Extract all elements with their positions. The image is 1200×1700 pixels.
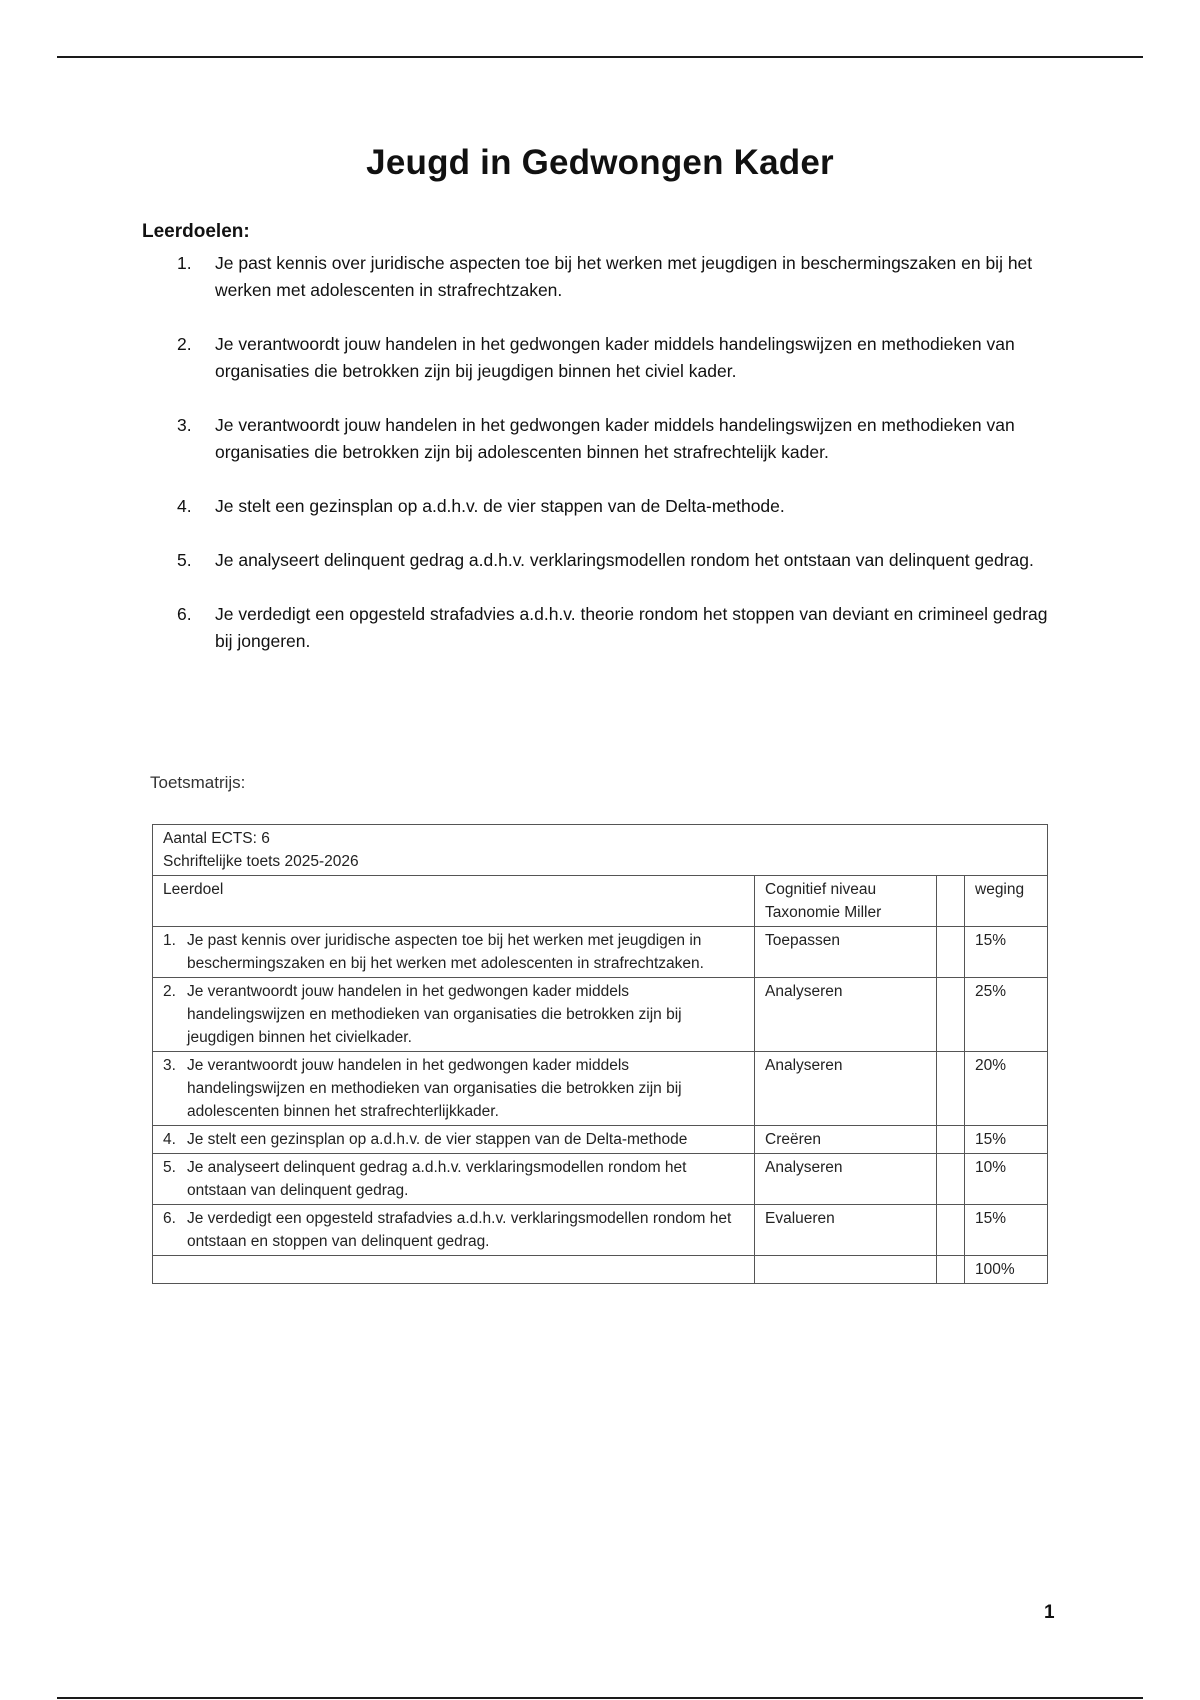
total-row: [153, 1256, 1048, 1284]
goal-text: Je stelt een gezinsplan op a.d.h.v. de vier stappen van de Delta-methode: [187, 1131, 688, 1148]
learning-goal-number: 1.: [177, 253, 192, 273]
learning-goal-item: [177, 331, 1057, 385]
goal-number: 3.: [163, 1057, 176, 1074]
empty-cell: [937, 1126, 965, 1154]
header-extra: [937, 876, 965, 927]
goal-text: Je analyseert delinquent gedrag a.d.h.v. verklaringsmodellen rondom het ontstaan van delinquent gedrag.: [187, 1159, 687, 1199]
weight-cell: 15%: [965, 927, 1048, 978]
learning-goal-item: [177, 250, 1057, 304]
learning-goal-number: 6.: [177, 604, 192, 624]
learning-goal-number: 3.: [177, 415, 192, 435]
level-cell: Analyseren: [755, 1052, 937, 1126]
learning-goal-item: [177, 547, 1057, 574]
ects-count: Aantal ECTS: 6: [163, 830, 270, 847]
empty-cell: [937, 1052, 965, 1126]
header-level-line1: Cognitief niveau: [765, 881, 877, 898]
document-title: Jeugd in Gedwongen Kader: [366, 143, 834, 182]
learning-goal-text: Je stelt een gezinsplan op a.d.h.v. de vier stappen van de Delta-methode.: [215, 496, 785, 516]
goal-cell: [153, 978, 755, 1052]
weight-cell: 10%: [965, 1154, 1048, 1205]
weight-cell: 25%: [965, 978, 1048, 1052]
learning-goal-text: Je verdedigt een opgesteld strafadvies a.d.h.v. theorie rondom het stoppen van deviant en crimineel gedrag bij jongeren.: [215, 604, 1048, 651]
goal-cell: [153, 1154, 755, 1205]
test-matrix-label: Toetsmatrijs:: [150, 773, 246, 792]
table-row: [153, 927, 1048, 978]
level-cell: Analyseren: [755, 1154, 937, 1205]
footer-rule: [57, 1697, 1143, 1699]
goal-cell: [153, 1052, 755, 1126]
empty-cell: [755, 1256, 937, 1284]
goal-cell: [153, 927, 755, 978]
table-row: [153, 1205, 1048, 1256]
learning-goals-list: [177, 250, 1057, 682]
test-matrix-table: [152, 824, 1048, 1284]
goal-number: 5.: [163, 1159, 176, 1176]
learning-goal-number: 2.: [177, 334, 192, 354]
level-cell: Evalueren: [755, 1205, 937, 1256]
goal-number: 1.: [163, 932, 176, 949]
empty-cell: [937, 927, 965, 978]
table-row: [153, 1052, 1048, 1126]
header-goal: Leerdoel: [153, 876, 755, 927]
level-cell: Toepassen: [755, 927, 937, 978]
goal-text: Je verantwoordt jouw handelen in het gedwongen kader middels handelingswijzen en methodieken van organisaties die betrokken zijn bij adolescenten binnen het strafrechterlijkkader.: [187, 1057, 682, 1120]
matrix-header-row: [153, 876, 1048, 927]
goal-number: 2.: [163, 983, 176, 1000]
table-row: [153, 1154, 1048, 1205]
matrix-info-row: [153, 825, 1048, 876]
empty-cell: [153, 1256, 755, 1284]
weight-cell: 20%: [965, 1052, 1048, 1126]
learning-goal-item: [177, 601, 1057, 655]
matrix-info-cell: [153, 825, 1048, 876]
goal-cell: [153, 1126, 755, 1154]
empty-cell: [937, 1256, 965, 1284]
goal-number: 4.: [163, 1131, 176, 1148]
goal-text: Je verdedigt een opgesteld strafadvies a.d.h.v. verklaringsmodellen rondom het ontstaan en stoppen van delinquent gedrag.: [187, 1210, 732, 1250]
learning-goal-text: Je analyseert delinquent gedrag a.d.h.v. verklaringsmodellen rondom het ontstaan van delinquent gedrag.: [215, 550, 1034, 570]
level-cell: Creëren: [755, 1126, 937, 1154]
empty-cell: [937, 1205, 965, 1256]
goal-number: 6.: [163, 1210, 176, 1227]
goal-text: Je past kennis over juridische aspecten toe bij het werken met jeugdigen in beschermingszaken en bij het werken met adolescenten in strafrechtzaken.: [187, 932, 704, 972]
learning-goal-text: Je verantwoordt jouw handelen in het gedwongen kader middels handelingswijzen en methodieken van organisaties die betrokken zijn bij adolescenten binnen het strafrechtelijk kader.: [215, 415, 1015, 462]
empty-cell: [937, 978, 965, 1052]
learning-goal-text: Je past kennis over juridische aspecten toe bij het werken met jeugdigen in beschermingszaken en bij het werken met adolescenten in strafrechtzaken.: [215, 253, 1033, 300]
header-weight: weging: [965, 876, 1048, 927]
learning-goal-number: 5.: [177, 550, 192, 570]
goal-cell: [153, 1205, 755, 1256]
learning-goal-item: [177, 493, 1057, 520]
goal-text: Je verantwoordt jouw handelen in het gedwongen kader middels handelingswijzen en methodieken van organisaties die betrokken zijn bij jeugdigen binnen het civielkader.: [187, 983, 682, 1046]
learning-goal-text: Je verantwoordt jouw handelen in het gedwongen kader middels handelingswijzen en methodieken van organisaties die betrokken zijn bij jeugdigen binnen het civiel kader.: [215, 334, 1015, 381]
header-rule: [57, 56, 1143, 58]
learning-goal-item: [177, 412, 1057, 466]
header-level: [755, 876, 937, 927]
learning-goal-number: 4.: [177, 496, 192, 516]
header-level-line2: Taxonomie Miller: [765, 904, 882, 921]
learning-goals-heading: Leerdoelen:: [142, 221, 250, 242]
table-row: [153, 1126, 1048, 1154]
weight-cell: 15%: [965, 1126, 1048, 1154]
level-cell: Analyseren: [755, 978, 937, 1052]
total-weight-cell: 100%: [965, 1256, 1048, 1284]
page-number: 1: [1044, 1602, 1055, 1623]
weight-cell: 15%: [965, 1205, 1048, 1256]
table-row: [153, 978, 1048, 1052]
empty-cell: [937, 1154, 965, 1205]
exam-name: Schriftelijke toets 2025-2026: [163, 853, 359, 870]
